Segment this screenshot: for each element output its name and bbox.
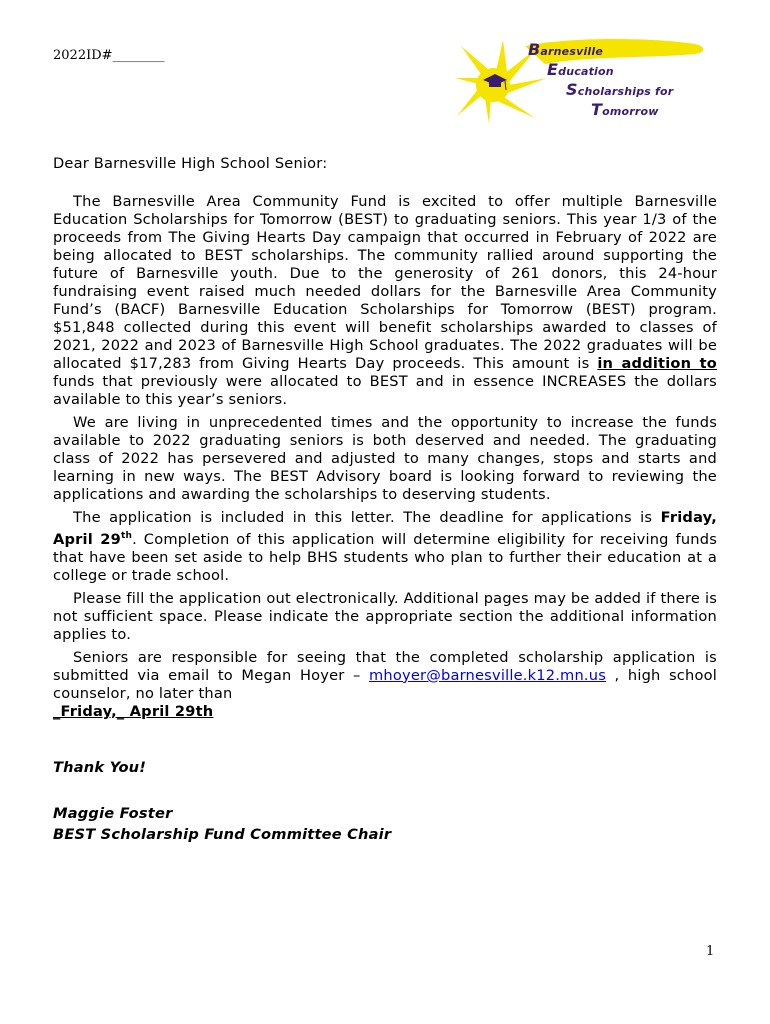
counselor-email-link[interactable]: mhoyer@barnesville.k12.mn.us [369,666,607,684]
paragraph-unprecedented-times: We are living in unprecedented times and the opportunity to increase the funds available to 2022 graduating seniors is both deserved and needed. The graduating class of 2022 has persevered and adjusted to many changes, stops and starts and learning in new ways. The BEST Advisory board is looking forward to reviewing the applications and awarding the scholarships to deserving students. [53,414,717,503]
signer-name: Maggie Foster [53,804,173,822]
final-deadline: _Friday,_ April 29th [53,702,214,720]
paragraph-fundraising: The Barnesville Area Community Fund is excited to offer multiple Barnesville Education Scholarships for Tomorrow (BEST) to graduating seniors. This year 1/3 of the proceeds from The Giving Hearts Day campaign that occurred in February of 2022 are being allocated to BEST scholarships. The community rallied around supporting the future of Barnesville youth. Due to the generosity of 261 donors, this 24-hour fundraising event raised much needed dollars for the Barnesville Area Community Fund’s (BACF) Barnesville Education Scholarships for Tomorrow (BEST) program. $51,848 collected during this event will benefit scholarships awarded to classes of 2021, 2022 and 2023 of Barnesville High School graduates. The 2022 graduates will be allocated $17,283 from Giving Hearts Day proceeds. This amount is in addition to funds that previously were allocated to BEST and in essence INCREASES the dollars available to this year’s seniors. [53,193,717,408]
paragraph-instructions: Please fill the application out electronically. Additional pages may be added if there is not sufficient space. Please indicate the appropriate section the additional information applies to. [53,589,717,643]
logo-line-tomorrow: Tomorrow [591,100,659,119]
closing-thanks: Thank You! [53,758,147,776]
greeting: Dear Barnesville High School Senior: [53,155,328,172]
logo-line-education: Education [547,60,614,79]
logo-line-scholarships: Scholarships for [566,80,674,99]
best-logo [455,38,725,124]
deadline-date: Friday, April 29th [53,509,717,548]
logo-line-barnesville: Barnesville [528,40,604,59]
paragraph-submission: Seniors are responsible for seeing that the completed scholarship application is submitted via email to Megan Hoyer – mhoyer@barnesville.k12.mn.us , high school counselor, no later than [53,648,717,702]
emphasis-in-addition-to: in addition to [597,355,717,372]
page-number: 1 [706,944,715,959]
signer-title: BEST Scholarship Fund Committee Chair [53,825,392,843]
paragraph-deadline: The application is included in this letter. The deadline for applications is Friday, April 29th. Completion of this application will determine eligibility for receiving funds that have been set aside to help BHS students who plan to further their education at a college or trade school. [53,509,717,584]
signature-block [53,803,717,845]
letter-body [53,155,717,845]
id-number-field: 2022ID#________ [53,48,165,63]
